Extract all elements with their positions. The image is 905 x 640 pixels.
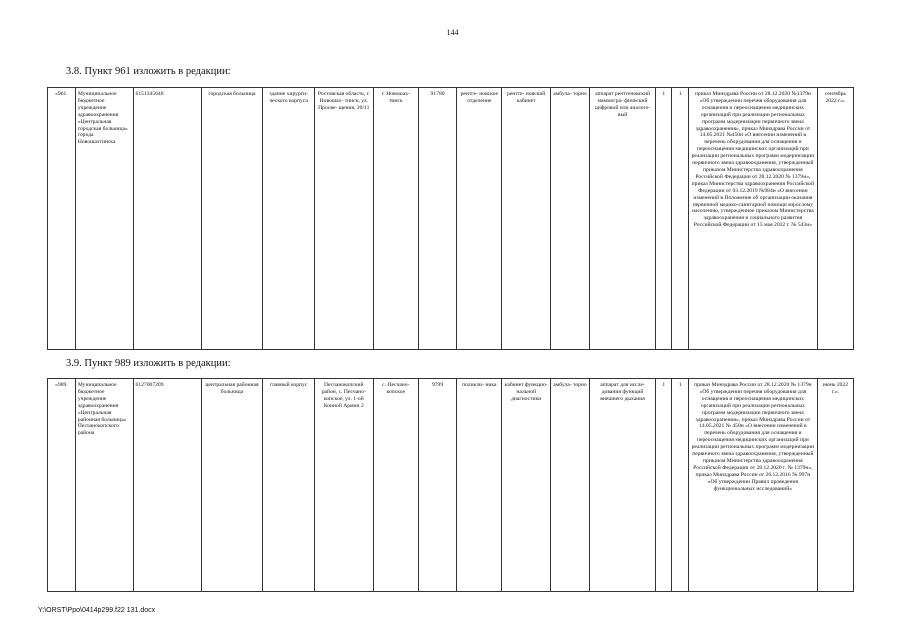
legal-basis-cell: приказ Минздрава России от 28.12.2020 № 1379н «Об утверждении перечня оборудования для оснащения и переоснащения медицинских организаций при реализации региональных программ модернизации первичного звена здравоохранения», приказ Минздрава России от 14.05.2021 № 450н «О внесении изменений в перечень оборудования для оснащения и переоснащения медицинских организаций при реализации региональных программ модернизации первичного звена здравоохранения, утвержденный приказом Министерства здравоохранения Российской Федерации от 28.12.2020 г. № 1379н», приказ Минздрава России от 26.12.2016 № 997н «Об утверждении Правил проведения функциональных исследований»: [688, 379, 817, 592]
file-path-footer: Y:\ORST\Ppo\0414p299.f22 131.docx: [38, 607, 156, 614]
page-number: 144: [446, 28, 459, 37]
population-cell: 91780: [418, 88, 456, 350]
table-row: [48, 379, 854, 592]
date-cell: июнь 2022 г.».: [817, 379, 853, 592]
population-cell: 9799: [418, 379, 456, 592]
item-number-cell: «961.: [48, 88, 76, 350]
section-heading-3-9: 3.9. Пункт 989 изложить в редакции:: [66, 358, 231, 369]
quantity-cell: 1: [672, 379, 688, 592]
quantity-cell: 1: [656, 379, 672, 592]
organization-cell: Муниципальное бюджетное учреждение здравоохранения «Центральная городская больница» города Новошахтинска: [75, 88, 133, 350]
department-cell: рентге- новское отделение: [457, 88, 502, 350]
table-row: [48, 88, 854, 350]
locality-cell: г. Новошах- тинск: [373, 88, 418, 350]
inn-cell: 6151345640: [133, 88, 201, 350]
quantity-cell: 1: [656, 88, 672, 350]
organization-cell: Муниципальное бюджетное учреждение здравоохранения «Центральная районная больница» Песчанокопского района: [75, 379, 133, 592]
locality-cell: с. Песчано- копское: [373, 379, 418, 592]
inn-cell: 6127007209: [133, 379, 201, 592]
room-cell: кабинет функцио- нальной диагностики: [502, 379, 550, 592]
facility-type-cell: городская больница: [201, 88, 263, 350]
room-cell: рентге- новский кабинет: [502, 88, 550, 350]
equipment-cell: аппарат для иссле- дования функций внешнего дыхания: [590, 379, 656, 592]
item-number-cell: «989.: [48, 379, 76, 592]
equipment-cell: аппарат рентгеновский маммогра- фический цифровой или аналого- вый: [590, 88, 656, 350]
care-type-cell: амбула- торно: [550, 379, 589, 592]
care-type-cell: амбула- торно: [550, 88, 589, 350]
legal-basis-cell: приказ Минздрава России от 28.12.2020 №1379н «Об утверждении перечня оборудования для оснащения и переоснащения медицинских организаций при реализации региональных программ модернизации первичного звена здравоохранения», приказ Минздрава России от 14.05.2021 №450н «О внесении изменений в перечень оборудования для оснащения и переоснащения медицинских организаций при реализации региональных программ модернизации первичного звена здравоохранения, утвержденный приказом Министерства здравоохранения Российской Федерации от 28.12.2020 № 1379н», приказ Министерства здравоохранения Российской Федерации от 03.12.2019 №984н «О внесении изменений в Положение об организации оказания первичной медико-санитарной помощи взрослому населению, утвержденное приказом Министерства здравоохранения и социального развития Российской Федерации от 15 мая 2012 г. № 543н»: [688, 88, 817, 350]
address-cell: Песчанокопский район, с. Песчано- копское, ул. 1-ой Конной Армии 2: [314, 379, 373, 592]
building-cell: здание хирурги- ческого корпуса: [263, 88, 315, 350]
department-cell: поликли- ника: [457, 379, 502, 592]
section-heading-3-8: 3.8. Пункт 961 изложить в редакции:: [66, 66, 231, 77]
date-cell: сентябрь 2022 г.».: [817, 88, 853, 350]
building-cell: главный корпус: [263, 379, 315, 592]
equipment-table-961: [47, 87, 854, 350]
address-cell: Ростовская область, г. Новошах- тинск, ул. Просве- щения, 20/11: [314, 88, 373, 350]
facility-type-cell: центральная районная больница: [201, 379, 263, 592]
equipment-table-989: [47, 378, 854, 592]
quantity-cell: 1: [672, 88, 688, 350]
